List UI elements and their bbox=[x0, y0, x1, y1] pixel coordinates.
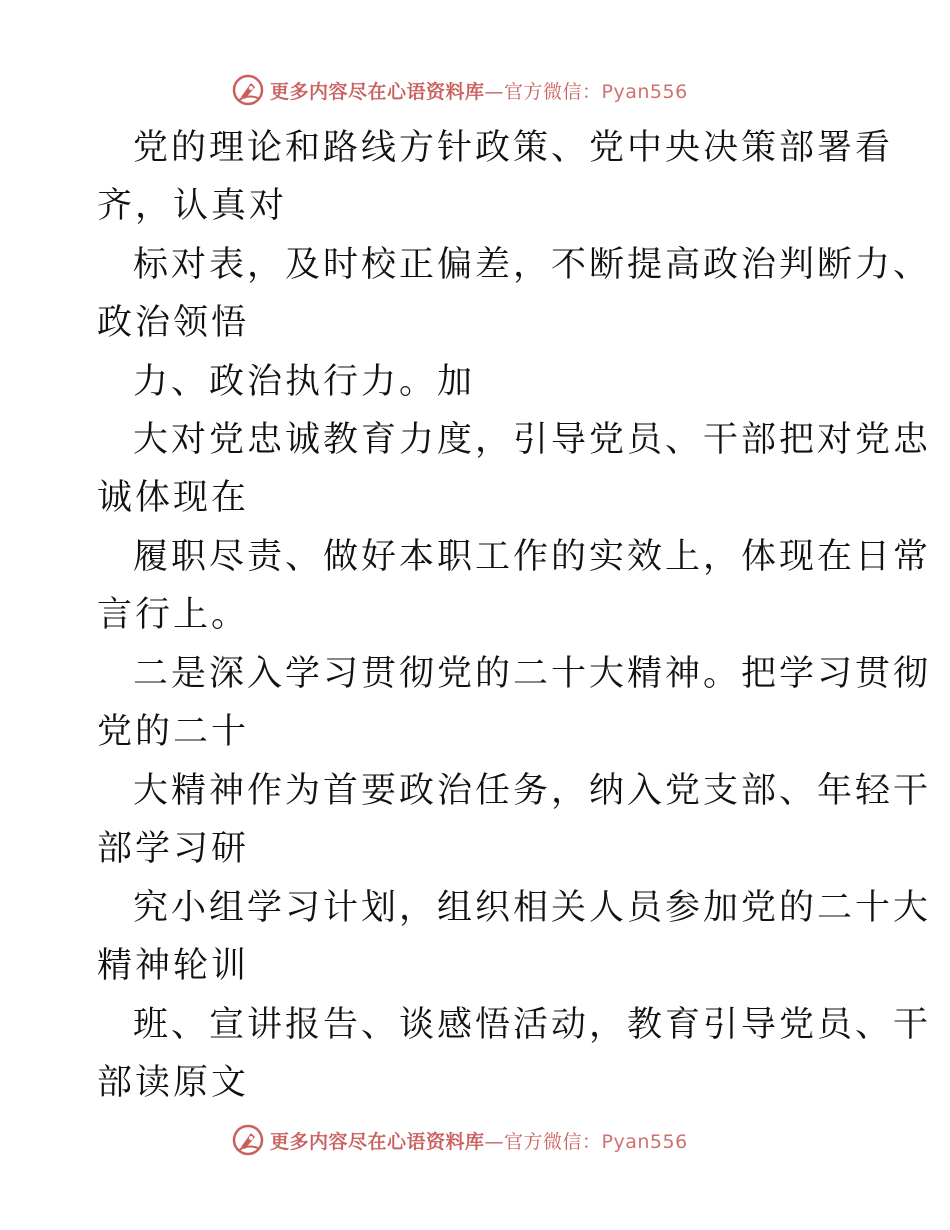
text-line: 班、宣讲报告、谈感悟活动，教育引导党员、干 bbox=[133, 1005, 932, 1045]
banner-wechat-label: 官方微信： bbox=[504, 1130, 602, 1153]
banner-main-text: 更多内容尽在心语资料库 bbox=[270, 80, 485, 103]
text-line: 诚体现在 bbox=[97, 478, 250, 518]
text-line: 党的二十 bbox=[97, 712, 250, 752]
text-line: 标对表，及时校正偏差，不断提高政治判断力、 bbox=[133, 245, 932, 285]
banner-wechat-label: 官方微信： bbox=[504, 80, 602, 103]
banner-text bbox=[270, 1127, 688, 1154]
footer-banner bbox=[232, 1122, 688, 1158]
pen-nib-logo-icon bbox=[232, 1124, 264, 1156]
text-line: 精神轮训 bbox=[97, 946, 250, 986]
text-line: 齐，认真对 bbox=[97, 186, 288, 226]
text-line: 大精神作为首要政治任务，纳入党支部、年轻干 bbox=[133, 771, 932, 811]
text-line: 言行上。 bbox=[97, 595, 250, 635]
text-line: 部学习研 bbox=[97, 829, 250, 869]
text-line: 二是深入学习贯彻党的二十大精神。把学习贯彻 bbox=[133, 654, 932, 694]
banner-main-text: 更多内容尽在心语资料库 bbox=[270, 1130, 485, 1153]
text-line: 部读原文 bbox=[97, 1063, 250, 1103]
banner-separator: — bbox=[484, 1130, 505, 1153]
text-line: 究小组学习计划，组织相关人员参加党的二十大 bbox=[133, 888, 932, 928]
text-line: 力、政治执行力。加 bbox=[133, 362, 476, 402]
text-line: 大对党忠诚教育力度，引导党员、干部把对党忠 bbox=[133, 420, 932, 460]
text-line: 履职尽责、做好本职工作的实效上，体现在日常 bbox=[133, 537, 932, 577]
text-line: 政治领悟 bbox=[97, 303, 250, 343]
banner-wechat-id: Pyan556 bbox=[601, 1130, 688, 1153]
text-line: 党的理论和路线方针政策、党中央决策部署看 bbox=[133, 128, 894, 168]
banner-wechat-id: Pyan556 bbox=[601, 80, 688, 103]
banner-separator: — bbox=[484, 80, 505, 103]
